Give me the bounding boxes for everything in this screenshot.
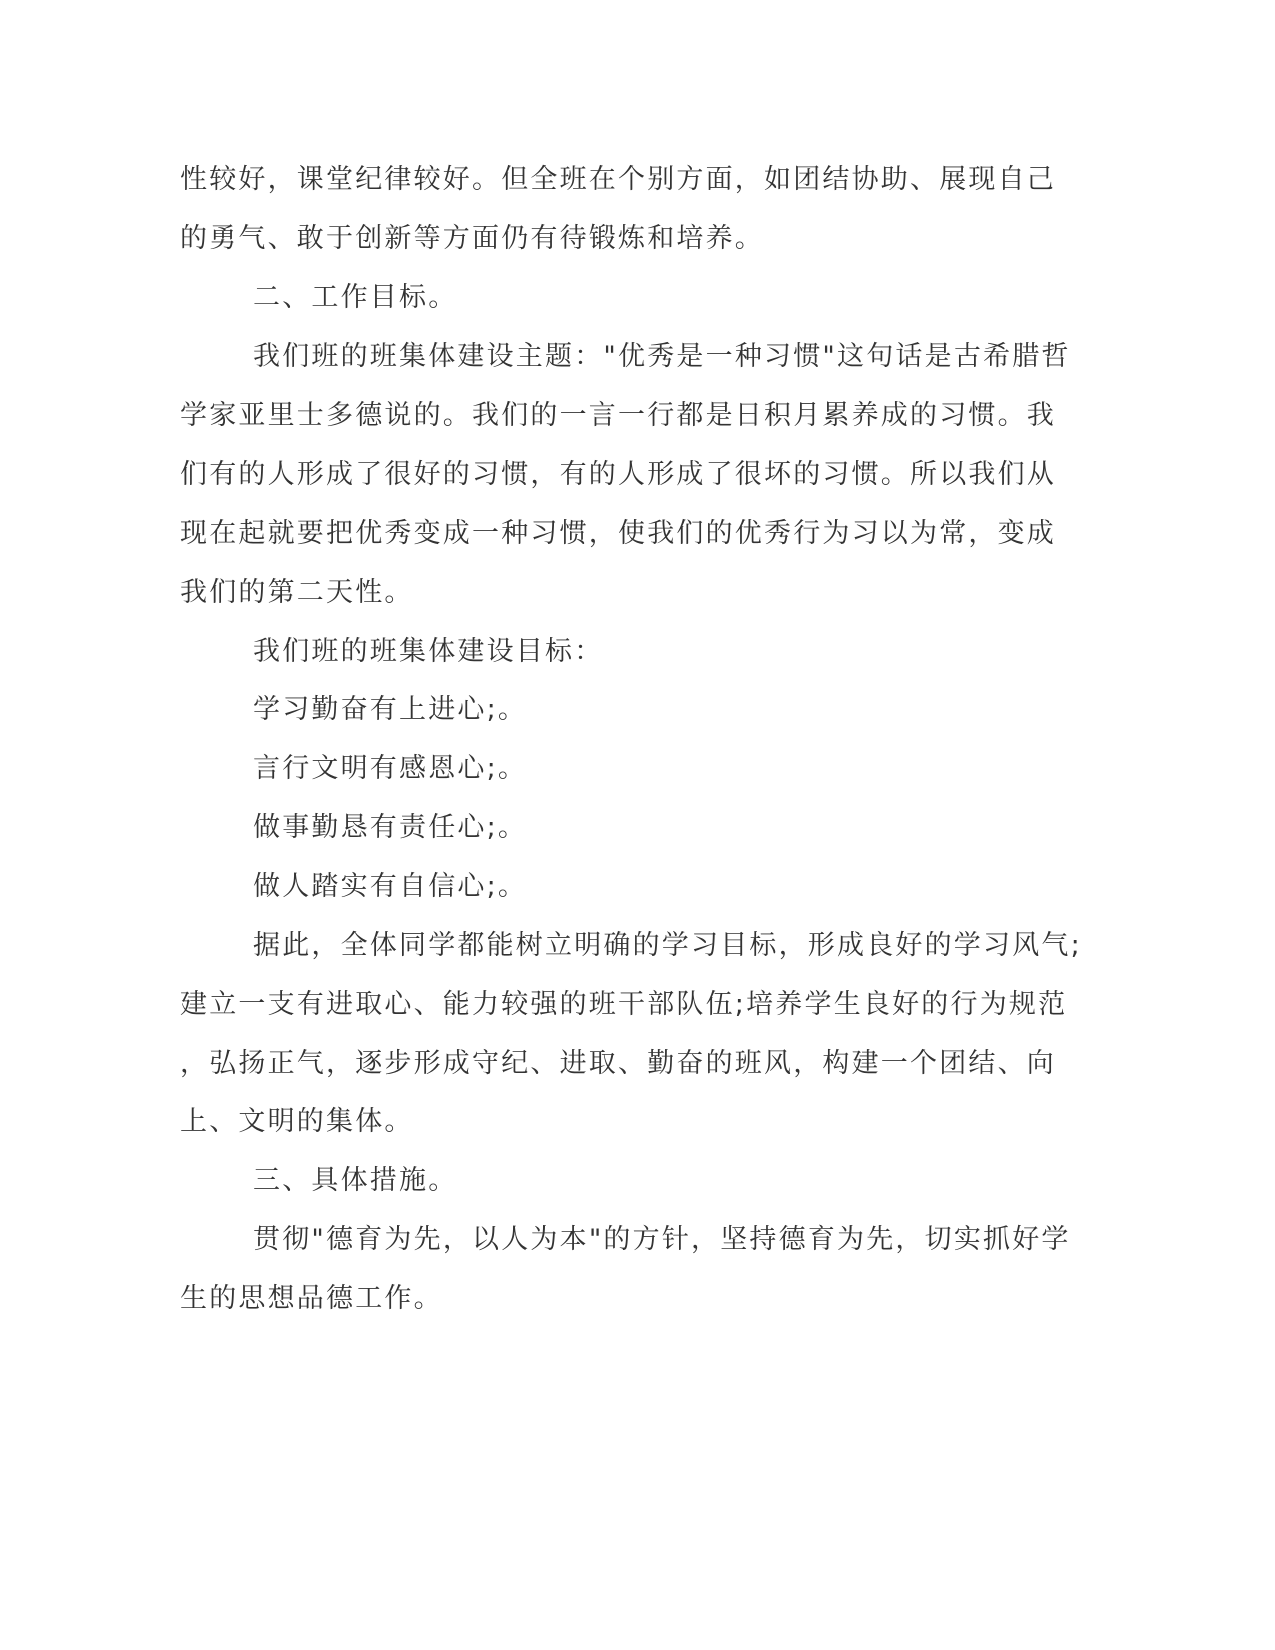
paragraph-line: 性较好，课堂纪律较好。但全班在个别方面，如团结协助、展现自己 (180, 164, 1056, 195)
paragraph-line: 我们班的班集体建设目标： (253, 636, 604, 667)
paragraph-line: 我们班的班集体建设主题："优秀是一种习惯"这句话是古希腊哲 (253, 341, 1071, 372)
paragraph-line: 的勇气、敢于创新等方面仍有待锻炼和培养。 (180, 223, 764, 254)
list-item: 言行文明有感恩心;。 (253, 753, 528, 784)
paragraph-line: 据此，全体同学都能树立明确的学习目标，形成良好的学习风气; (253, 930, 1082, 961)
paragraph-line: 现在起就要把优秀变成一种习惯，使我们的优秀行为习以为常，变成 (180, 518, 1056, 549)
list-item: 学习勤奋有上进心;。 (253, 694, 528, 725)
paragraph-line: 贯彻"德育为先，以人为本"的方针，坚持德育为先，切实抓好学 (253, 1224, 1071, 1255)
paragraph-line: 上、文明的集体。 (180, 1106, 414, 1137)
paragraph-line: 们有的人形成了很好的习惯，有的人形成了很坏的习惯。所以我们从 (180, 459, 1056, 490)
paragraph-line: 生的思想品德工作。 (180, 1283, 443, 1314)
section-heading: 三、具体措施。 (253, 1165, 458, 1196)
paragraph-line: 我们的第二天性。 (180, 577, 414, 608)
paragraph-line: ，弘扬正气，逐步形成守纪、进取、勤奋的班风，构建一个团结、向 (180, 1048, 1056, 1079)
list-item: 做人踏实有自信心;。 (253, 871, 528, 902)
paragraph-line: 学家亚里士多德说的。我们的一言一行都是日积月累养成的习惯。我 (180, 400, 1056, 431)
paragraph-line: 建立一支有进取心、能力较强的班干部队伍;培养学生良好的行为规范 (180, 989, 1068, 1020)
section-heading: 二、工作目标。 (253, 282, 458, 313)
list-item: 做事勤恳有责任心;。 (253, 812, 528, 843)
